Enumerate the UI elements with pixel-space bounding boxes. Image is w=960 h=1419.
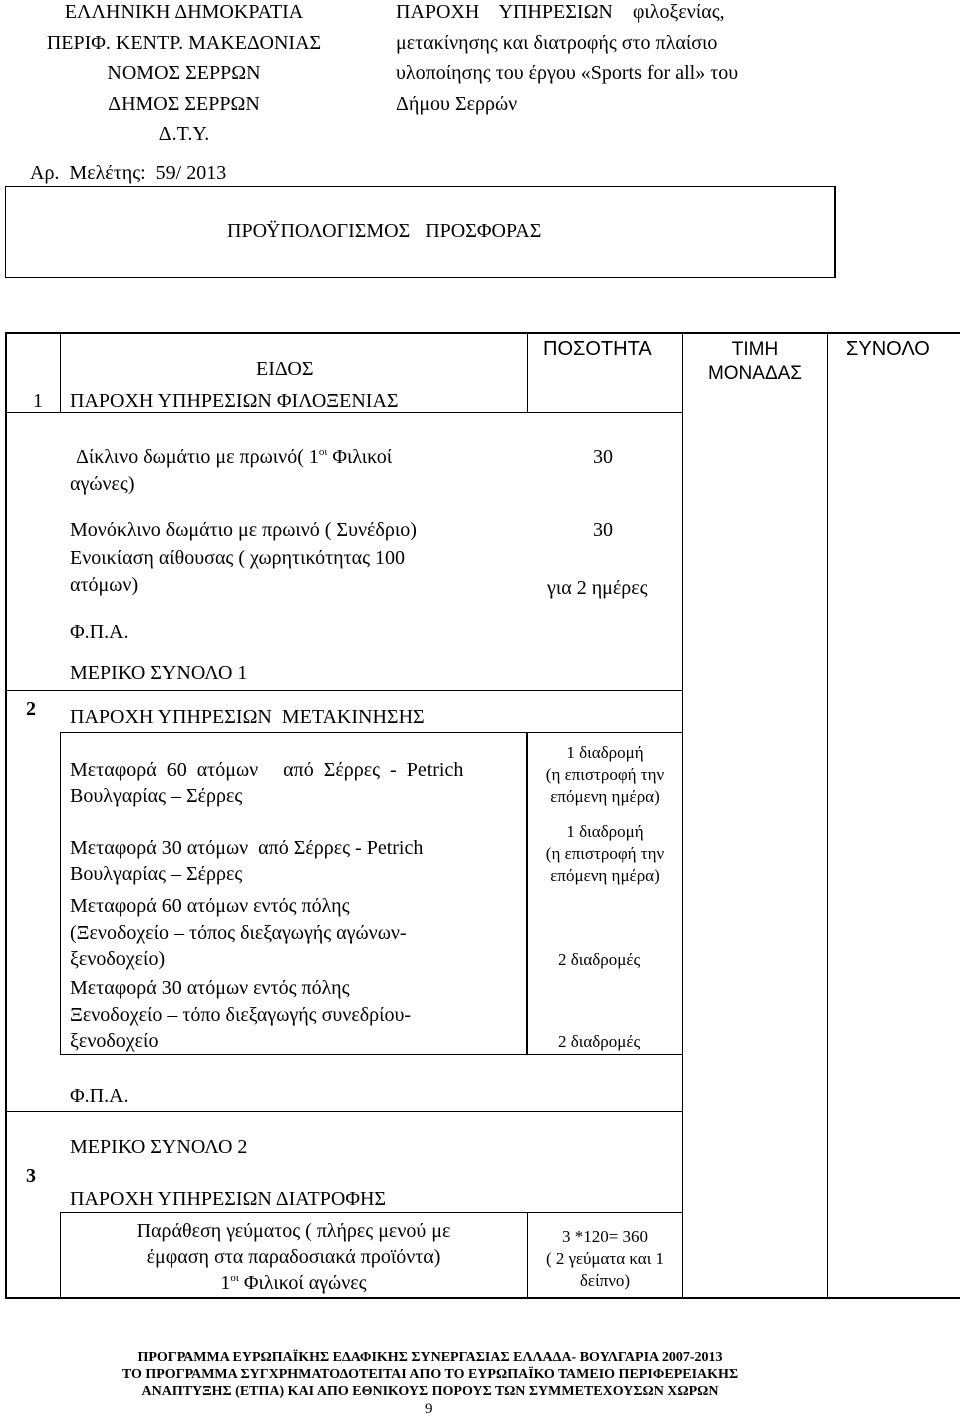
- header-left-line: ΔΗΜΟΣ ΣΕΡΡΩΝ: [108, 92, 260, 115]
- table-border-left: [5, 332, 7, 1299]
- qty-line: επόμενη ημέρα): [550, 866, 660, 885]
- table-border-top: [5, 332, 960, 334]
- section3-item1: [60, 1218, 527, 1296]
- header-right-line: μετακίνησης και διατροφής στο πλαίσιο: [396, 31, 718, 54]
- section2-item3: [70, 893, 407, 973]
- table-section2-top: [5, 690, 683, 691]
- section2-item3-line: (Ξενοδοχείο – τόπος διεξαγωγής αγώνων-: [70, 921, 407, 944]
- header-left-line: Δ.Τ.Υ.: [158, 123, 210, 145]
- qty-line: 1 διαδρομή: [566, 822, 644, 841]
- header-right-line: Δήμου Σερρών: [396, 92, 518, 115]
- table-section3-top: [5, 1111, 683, 1112]
- section2-item3-line: Μεταφορά 60 ατόμων εντός πόλης: [70, 895, 350, 917]
- section1-item1-qty: 30: [593, 446, 613, 468]
- section2-item2-line1: Μεταφορά 30 ατόμων από Σέρρες - Petrich: [70, 837, 424, 859]
- section3-item1-line3: [60, 1270, 527, 1296]
- section2-item3-line: ξενοδοχείο): [70, 948, 166, 970]
- section2-item4-qty: 2 διαδρομές: [558, 1032, 641, 1051]
- header-left-line: ΕΛΛΗΝΙΚΗ ΔΗΜΟΚΡΑΤΙΑ: [64, 1, 304, 23]
- section2-number: 2: [26, 698, 36, 720]
- section2-item4-line: Ξενοδοχείο – τόπο διεξαγωγής συνεδρίου-: [70, 1003, 412, 1026]
- section2-item1-line1: Μεταφορά 60 ατόμων από Σέρρες - Petrich: [70, 759, 464, 781]
- col-header-unit-price-1: ΤΙΜΗ: [731, 339, 779, 360]
- header-right-line: υλοποίησης του έργου «Sports for all» του: [396, 62, 739, 84]
- section1-item1-text-b: Φιλικοί: [327, 446, 393, 468]
- table-col-total-divider: [827, 332, 828, 1299]
- section2-item1-line2: Βουλγαρίας – Σέρρες: [70, 785, 243, 807]
- section1-item1-line1: [76, 446, 392, 469]
- qty-line: 1 διαδρομή: [566, 743, 644, 762]
- qty-line: δείπνο): [579, 1271, 631, 1290]
- section2-item2-qty: [528, 821, 682, 887]
- section3-item1-sup: οι: [230, 1272, 239, 1284]
- section2-item2-line2: Βουλγαρίας – Σέρρες: [70, 863, 243, 885]
- section3-item1-text-a: 1: [220, 1272, 231, 1294]
- study-number: Αρ. Μελέτης: 59/ 2013: [30, 162, 227, 184]
- section3-heading: ΠΑΡΟΧΗ ΥΠΗΡΕΣΙΩΝ ΔΙΑΤΡΟΦΗΣ: [70, 1188, 387, 1210]
- header-left-line: ΝΟΜΟΣ ΣΕΡΡΩΝ: [107, 62, 261, 84]
- qty-line: 3 *120= 360: [561, 1227, 649, 1246]
- section3-item1-line2: έμφαση στα παραδοσιακά προϊόντα): [146, 1246, 441, 1268]
- section1-item2-qty: 30: [593, 519, 613, 541]
- section2-subtotal: ΜΕΡΙΚΟ ΣΥΝΟΛΟ 2: [70, 1136, 248, 1158]
- table-qty-divider: [527, 332, 528, 413]
- header-left: [0, 0, 368, 150]
- footer-line: ΠΡΟΓΡΑΜΜΑ ΕΥΡΩΠΑΪΚΗΣ ΕΔΑΦΙΚΗΣ ΣΥΝΕΡΓΑΣΙΑΣ ΕΛΛΑΔΑ- ΒΟΥΛΓΑΡΙΑ 2007-2013: [137, 1350, 723, 1365]
- section1-item2: Μονόκλινο δωμάτιο με πρωινό ( Συνέδριο): [70, 519, 417, 541]
- section2-item4: [70, 975, 411, 1055]
- section1-heading: ΠΑΡΟΧΗ ΥΠΗΡΕΣΙΩΝ ΦΙΛΟΞΕΝΙΑΣ: [70, 390, 399, 412]
- footer-line: ΑΝΑΠΤΥΞΗΣ (ΕΤΠΑ) ΚΑΙ ΑΠΟ ΕΘΝΙΚΟΥΣ ΠΟΡΟΥΣ ΤΩΝ ΣΥΜΜΕΤΕΧΟΥΣΩΝ ΧΩΡΩΝ: [141, 1384, 719, 1399]
- section1-item3-qty: για 2 ημέρες: [547, 577, 648, 599]
- header-left-line: ΠΕΡΙΦ. ΚΕΝΤΡ. ΜΑΚΕΔΟΝΙΑΣ: [46, 31, 322, 54]
- section2-item3-qty: 2 διαδρομές: [558, 950, 641, 969]
- section2-item1-qty: [528, 742, 682, 808]
- section1-item3-line1: Ενοικίαση αίθουσας ( χωρητικότητας 100: [70, 547, 406, 569]
- section2-qty-right: [682, 732, 683, 1055]
- section1-number: 1: [33, 390, 43, 412]
- section1-item1-text-a: Δίκλινο δωμάτιο με πρωινό( 1: [76, 446, 319, 468]
- section2-vat: Φ.Π.Α.: [70, 1085, 129, 1107]
- table-number-divider: [60, 332, 61, 413]
- section1-vat: Φ.Π.Α.: [70, 621, 129, 643]
- header-right-line: ΠΑΡΟΧΗ ΥΠΗΡΕΣΙΩΝ φιλοξενίας,: [396, 1, 725, 23]
- section3-number: 3: [26, 1165, 36, 1187]
- qty-line: ( 2 γεύματα και 1: [545, 1249, 665, 1268]
- section2-heading: ΠΑΡΟΧΗ ΥΠΗΡΕΣΙΩΝ ΜΕΤΑΚΙΝΗΣΗΣ: [70, 706, 425, 728]
- section3-item1-line1: Παράθεση γεύματος ( πλήρες μενού με: [136, 1220, 451, 1242]
- page-title: ΠΡΟΫΠΟΛΟΓΙΣΜΟΣ ΠΡΟΣΦΟΡΑΣ: [227, 220, 542, 242]
- header-right: [396, 0, 738, 119]
- qty-line: επόμενη ημέρα): [550, 787, 660, 806]
- col-header-total: ΣΥΝΟΛΟ: [846, 338, 930, 360]
- section3-item1-text-b: Φιλικοί αγώνες: [238, 1272, 367, 1294]
- section1-item3-line2: ατόμων): [70, 574, 139, 596]
- page-number: 9: [425, 1401, 433, 1417]
- section2-item4-line: ξενοδοχείο: [70, 1030, 159, 1052]
- section2-qty-top: [527, 732, 683, 733]
- qty-line: (η επιστροφή την: [545, 765, 665, 784]
- col-header-unit-price-2: ΜΟΝΑΔΑΣ: [707, 363, 803, 384]
- col-header-unit-price: [683, 338, 827, 386]
- col-header-quantity: ΠΟΣΟΤΗΤΑ: [543, 338, 652, 360]
- col-header-item: ΕΙΔΟΣ: [256, 358, 314, 380]
- section2-qty-bottom: [527, 1054, 683, 1055]
- qty-line: (η επιστροφή την: [545, 844, 665, 863]
- section1-item1-sup: οι: [318, 446, 328, 458]
- section3-item1-qty: [528, 1226, 682, 1292]
- section1-item1-line2: αγώνες): [70, 473, 135, 495]
- section2-item4-line: Μεταφορά 30 ατόμων εντός πόλης: [70, 977, 350, 999]
- section1-subtotal: ΜΕΡΙΚΟ ΣΥΝΟΛΟ 1: [70, 662, 248, 684]
- footer-line: ΤΟ ΠΡΟΓΡΑΜΜΑ ΣΥΓΧΡΗΜΑΤΟΔΟΤΕΙΤΑΙ ΑΠΟ ΤΟ ΕΥΡΩΠΑΪΚΟ ΤΑΜΕΙΟ ΠΕΡΙΦΕΡΕΙΑΚΗΣ: [121, 1367, 739, 1382]
